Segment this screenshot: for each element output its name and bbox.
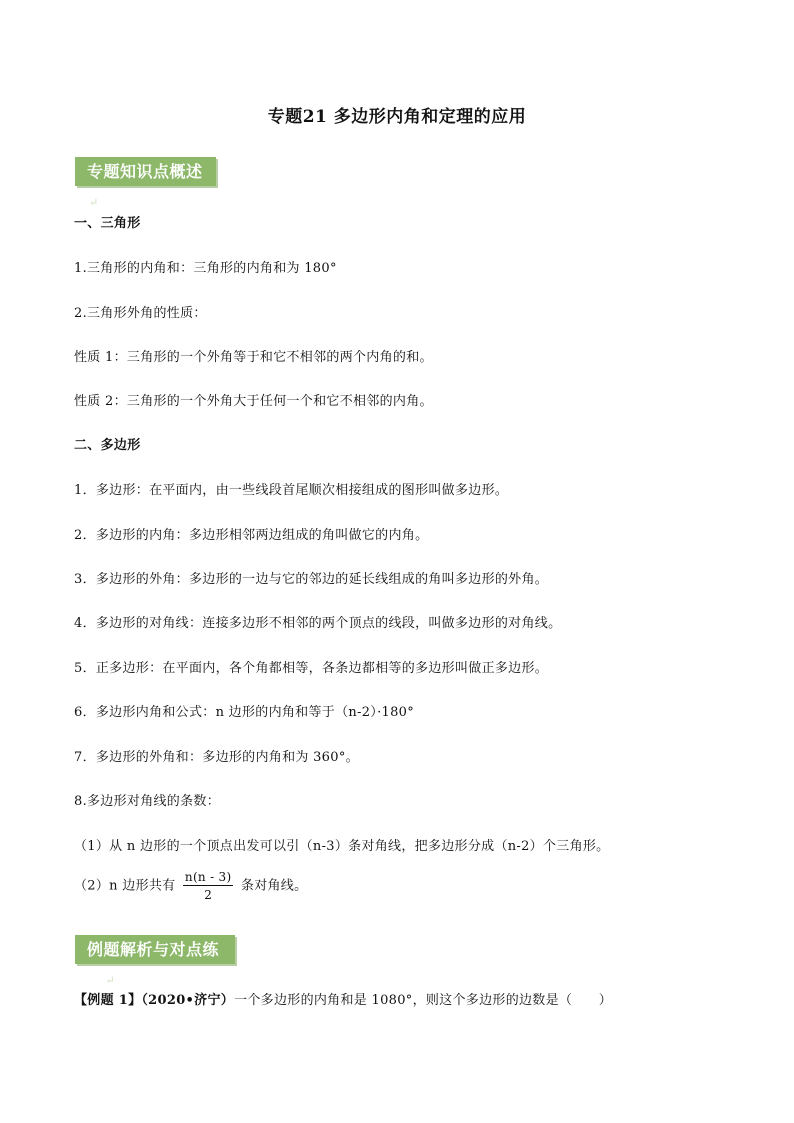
fraction-numerator: n(n - 3) xyxy=(184,870,232,884)
text-line: 2.三角形外角的性质： xyxy=(74,306,207,321)
heading-triangle: 一、三角形 xyxy=(74,216,141,231)
return-mark-icon: ↵ xyxy=(89,196,99,209)
text-line: 7．多边形的外角和：多边形的内角和为 360°。 xyxy=(74,750,359,765)
section-tag-label: 专题知识点概述 xyxy=(87,162,203,181)
text-fragment: （2）n 边形共有 xyxy=(74,878,176,894)
fraction-denominator: 2 xyxy=(204,888,213,902)
text-line: （1）从 n 边形的一个顶点出发可以引（n-3）条对角线，把多边形分成（n-2）个三角形。 xyxy=(74,839,610,854)
text-line: 性质 1：三角形的一个外角等于和它不相邻的两个内角的和。 xyxy=(74,350,433,365)
example-question xyxy=(74,989,612,1008)
text-line: 性质 2：三角形的一个外角大于任何一个和它不相邻的内角。 xyxy=(74,394,433,409)
heading-polygon: 二、多边形 xyxy=(74,438,141,453)
example-label: 【例题 1】 xyxy=(74,993,142,1008)
fraction xyxy=(183,870,234,902)
text-line-fraction xyxy=(74,870,307,902)
text-line: 1.三角形的内角和：三角形的内角和为 180° xyxy=(74,261,337,276)
text-line: 6．多边形内角和公式：n 边形的内角和等于（n-2）·180° xyxy=(74,705,415,720)
text-fragment: 条对角线。 xyxy=(240,878,308,894)
text-line: 1．多边形：在平面内，由一些线段首尾顺次相接组成的图形叫做多边形。 xyxy=(74,483,509,498)
section-tag-examples xyxy=(75,935,235,988)
section-tag-knowledge-overview xyxy=(75,157,216,209)
example-text: 一个多边形的内角和是 1080°，则这个多边形的边数是（ ） xyxy=(234,993,613,1008)
example-source: （2020•济宁） xyxy=(141,993,235,1008)
return-mark-icon: ↵ xyxy=(105,974,116,987)
text-line: 5．正多边形：在平面内，各个角都相等，各条边都相等的多边形叫做正多边形。 xyxy=(74,661,549,676)
text-line: 8.多边形对角线的条数： xyxy=(74,794,221,809)
page-title: 专题21 多边形内角和定理的应用 xyxy=(267,107,527,127)
text-line: 4．多边形的对角线：连接多边形不相邻的两个顶点的线段，叫做多边形的对角线。 xyxy=(74,616,562,631)
text-line: 3．多边形的外角：多边形的一边与它的邻边的延长线组成的角叫多边形的外角。 xyxy=(74,572,549,587)
text-line: 2．多边形的内角：多边形相邻两边组成的角叫做它的内角。 xyxy=(74,528,429,543)
section-tag-label: 例题解析与对点练习 xyxy=(87,940,220,988)
